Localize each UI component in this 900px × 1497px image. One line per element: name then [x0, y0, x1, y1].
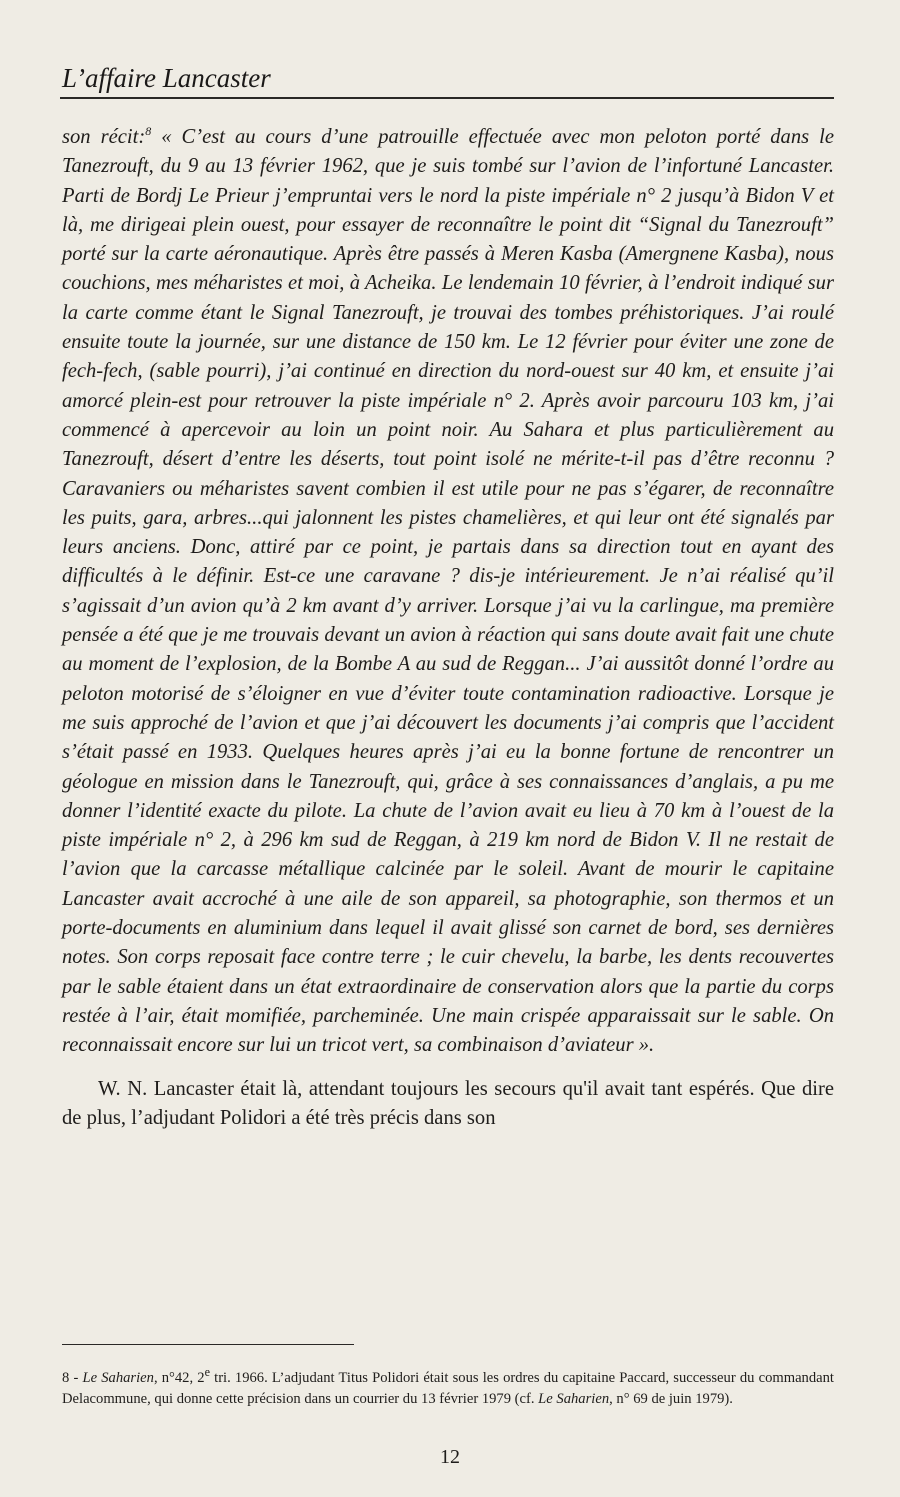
testimony-quote: [62, 123, 834, 1061]
quote-lead: son récit:: [62, 126, 146, 148]
quote-text: « C’est au cours d’une patrouille effectuée avec mon peloton porté dans le Tanezrouft, du 9 au 13 février 1962, que je suis tombé sur l’avion de l’infortuné Lancaster. Parti de Bordj Le Prieur j’empruntai vers le nord la piste impériale n° 2 jusqu’à Bidon V et là, me dirigeai plein ouest, pour essayer de reconnaître le point dit “Signal du Tanezrouft” porté sur la carte aéronautique. Après être passés à Meren Kasba (Amergnene Kasba), nous couchions, mes méharistes et moi, à Acheika. Le lendemain 10 février, à l’endroit indiqué sur la carte comme étant le Signal Tanezrouft, je trouvai des tombes préhistoriques. J’ai roulé ensuite toute la journée, sur une distance de 150 km. Le 12 février pour éviter une zone de fech-fech, (sable pourri), j’ai continué en direction du nord-ouest sur 40 km, et ensuite j’ai amorcé plein-est pour retrouver la piste impériale n° 2. Après avoir parcouru 103 km, j’ai commencé à apercevoir au loin un point noir. Au Sahara et plus particulièrement au Tanezrouft, désert d’entre les déserts, tout point isolé ne mérite-t-il pas d’être reconnu ? Caravaniers ou méharistes savent combien il est utile pour ne pas s’égarer, de reconnaître les puits, gara, arbres...qui jalonnent les pistes chamelières, et qui leur ont été signalés par leurs anciens. Donc, attiré par ce point, je partais dans sa direction tout en ayant des difficultés à le définir. Est-ce une caravane ? dis-je intérieurement. Je n’ai réalisé qu’il s’agissait d’un avion qu’à 2 km avant d’y arriver. Lorsque j’ai vu la carlingue, ma première pensée a été que je me trouvais devant un avion à réaction qui sans doute avait fait une chute au moment de l’explosion, de la Bombe A au sud de Reggan... J’ai aussitôt donné l’ordre au peloton motorisé de s’éloigner en vue d’éviter toute contamination radioactive. Lorsque je me suis approché de l’avion et que j’ai découvert les documents j’ai compris que l’accident s’était passé en 1933. Quelques heures après j’ai eu la bonne fortune de rencontrer un géologue en mission dans le Tanezrouft, qui, grâce à ses connaissances d’anglais, a pu me donner l’identité exacte du pilote. La chute de l’avion avait eu lieu à 70 km à l’ouest de la piste impériale n° 2, à 296 km sud de Reggan, à 219 km nord de Bidon V. Il ne restait de l’avion que la carcasse métallique calcinée par le soleil. Avant de mourir le capitaine Lancaster avait accroché à une aile de son appareil, sa photographie, son thermos et un porte-documents en aluminium dans lequel il avait glissé son carnet de bord, ses dernières notes. Son corps reposait face contre terre ; le cuir chevelu, la barbe, les dents recouvertes par le sable étaient dans un état extraordinaire de conservation alors que la partie du corps restée à l’air, était momifiée, parcheminée. Une main crispée apparaissait sur le sable. On reconnaissait encore sur lui un tricot vert, sa combinaison d’aviateur ».: [62, 126, 834, 1057]
footnote-rule: [62, 1344, 354, 1345]
footnote-text: , n°42, 2: [153, 1369, 205, 1386]
footnote-dash: -: [69, 1369, 83, 1386]
main-text: [62, 123, 834, 1133]
footnote-text: , n° 69 de juin 1979).: [609, 1391, 733, 1408]
page-number: 12: [440, 1446, 460, 1468]
footnote-number: 8: [62, 1369, 70, 1386]
footnote-reference[interactable]: 8: [145, 124, 152, 139]
footnote-source-title: Le Saharien: [82, 1369, 154, 1386]
body-paragraph: W. N. Lancaster était là, attendant toujours les secours qu'il avait tant espérés. Que dire de plus, l’adjudant Polidori a été très précis dans son: [62, 1077, 834, 1129]
footnote-superscript: e: [204, 1365, 210, 1379]
header-rule: [60, 97, 834, 99]
footnote-text: tri. 1966. L’adjudant Titus Polidori était sous les ordres du capitaine Paccard, successeur du commandant Delacommune, qui donne cette précision dans un courrier du 13 février 1979 (cf.: [62, 1369, 834, 1408]
running-title: L’affaire Lancaster: [62, 63, 271, 93]
footnote-source-title: Le Saharien: [538, 1391, 610, 1408]
footnote: [62, 1362, 834, 1411]
